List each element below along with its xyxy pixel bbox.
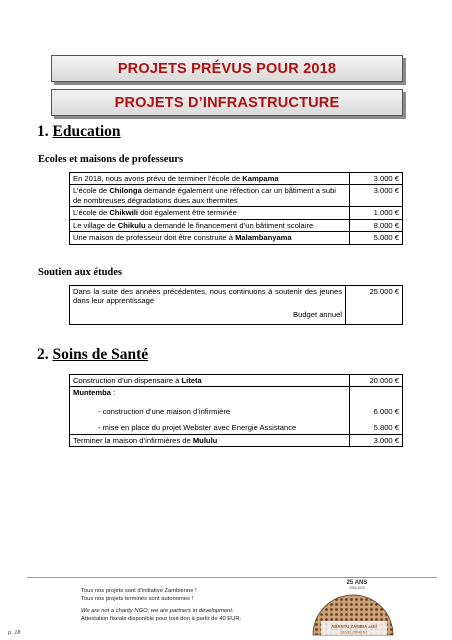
amount: 6.000 €	[350, 399, 403, 417]
table-row: - mise en place du projet Webster avec Energie Assistance 5.800 €	[70, 417, 403, 434]
amount: 5.000 €	[350, 232, 403, 244]
table-row: - construction d’une maison d’infirmière 6.000 €	[70, 399, 403, 417]
amount: 3.000 €	[350, 185, 403, 207]
amount: 8.000 €	[350, 219, 403, 231]
amount: 20.000 €	[350, 375, 403, 387]
budget-label: Budget annuel	[293, 309, 342, 319]
table-row: L’école de Chilonga demande également une réfection car un bâtiment a subi de nombreuses dégradations dues aux thermites 3.000 €	[70, 185, 403, 207]
main-title-banner	[51, 55, 403, 82]
heading-education: 1. Education	[37, 123, 121, 140]
logo-tag: DEVELOPMENT	[340, 630, 368, 635]
heading-sante: 2. Soins de Santé	[37, 346, 149, 363]
table-row: Muntemba :	[70, 387, 403, 399]
footer-note-1: Tous nos projets sont d’initiative Zambienne !	[81, 588, 197, 594]
page-number: p. 18	[8, 630, 21, 636]
footer-note-3: We are not a charity NGO, we are partners in development.	[81, 608, 234, 614]
heading-sante-text: Soins de Santé	[52, 346, 149, 363]
subheading-ecoles: Ecoles et maisons de professeurs	[38, 154, 184, 165]
abantu-logo	[309, 577, 397, 639]
amount: 3.000 €	[350, 173, 403, 185]
section-title-banner	[51, 89, 403, 116]
footer-note-4: Attestation fiscale disponible pour tout don à partir de 40 EUR.	[81, 616, 242, 622]
table-row: En 2018, nous avons prévu de terminer l’école de Kampama 3.000 €	[70, 173, 403, 185]
heading-education-text: Education	[52, 123, 121, 140]
amount: 1.000 €	[350, 207, 403, 219]
amount: 3.000 €	[350, 434, 403, 446]
amount: 25.000 €	[346, 286, 403, 325]
footer-note-2: Tous nos projets terminés sont autonomes !	[81, 596, 194, 602]
table-row: L’école de Chikwili doit également être terminée 1.000 €	[70, 207, 403, 219]
table-row: Construction d’un dispensaire à Liteta 20.000 €	[70, 375, 403, 387]
table-row: Terminer la maison d’infirmières de Mululu 3.000 €	[70, 434, 403, 446]
logo-years: 25 ANS	[346, 580, 368, 586]
table-row: Le village de Chikulu a demandé le financement d’un bâtiment scolaire 8.000 €	[70, 219, 403, 231]
soutien-text: Dans la suite des années précédentes, nous continuons à soutenir des jeunes dans leur apprentissage	[73, 287, 342, 306]
table-soutien	[69, 285, 403, 325]
main-title: PROJETS PRÉVUS POUR 2018	[117, 60, 337, 77]
subheading-soutien: Soutien aux études	[38, 267, 123, 278]
table-sante	[69, 374, 403, 447]
table-row: Une maison de professeur doit être construite à Malambanyama 5.000 €	[70, 232, 403, 244]
table-ecoles	[69, 172, 403, 245]
logo-range: 1994-2019	[349, 586, 365, 590]
section-title: PROJETS D’INFRASTRUCTURE	[114, 94, 340, 111]
table-row	[70, 286, 403, 325]
logo-name: ABANTU ZAMBIA asbl	[331, 624, 377, 629]
amount: 5.800 €	[350, 417, 403, 434]
